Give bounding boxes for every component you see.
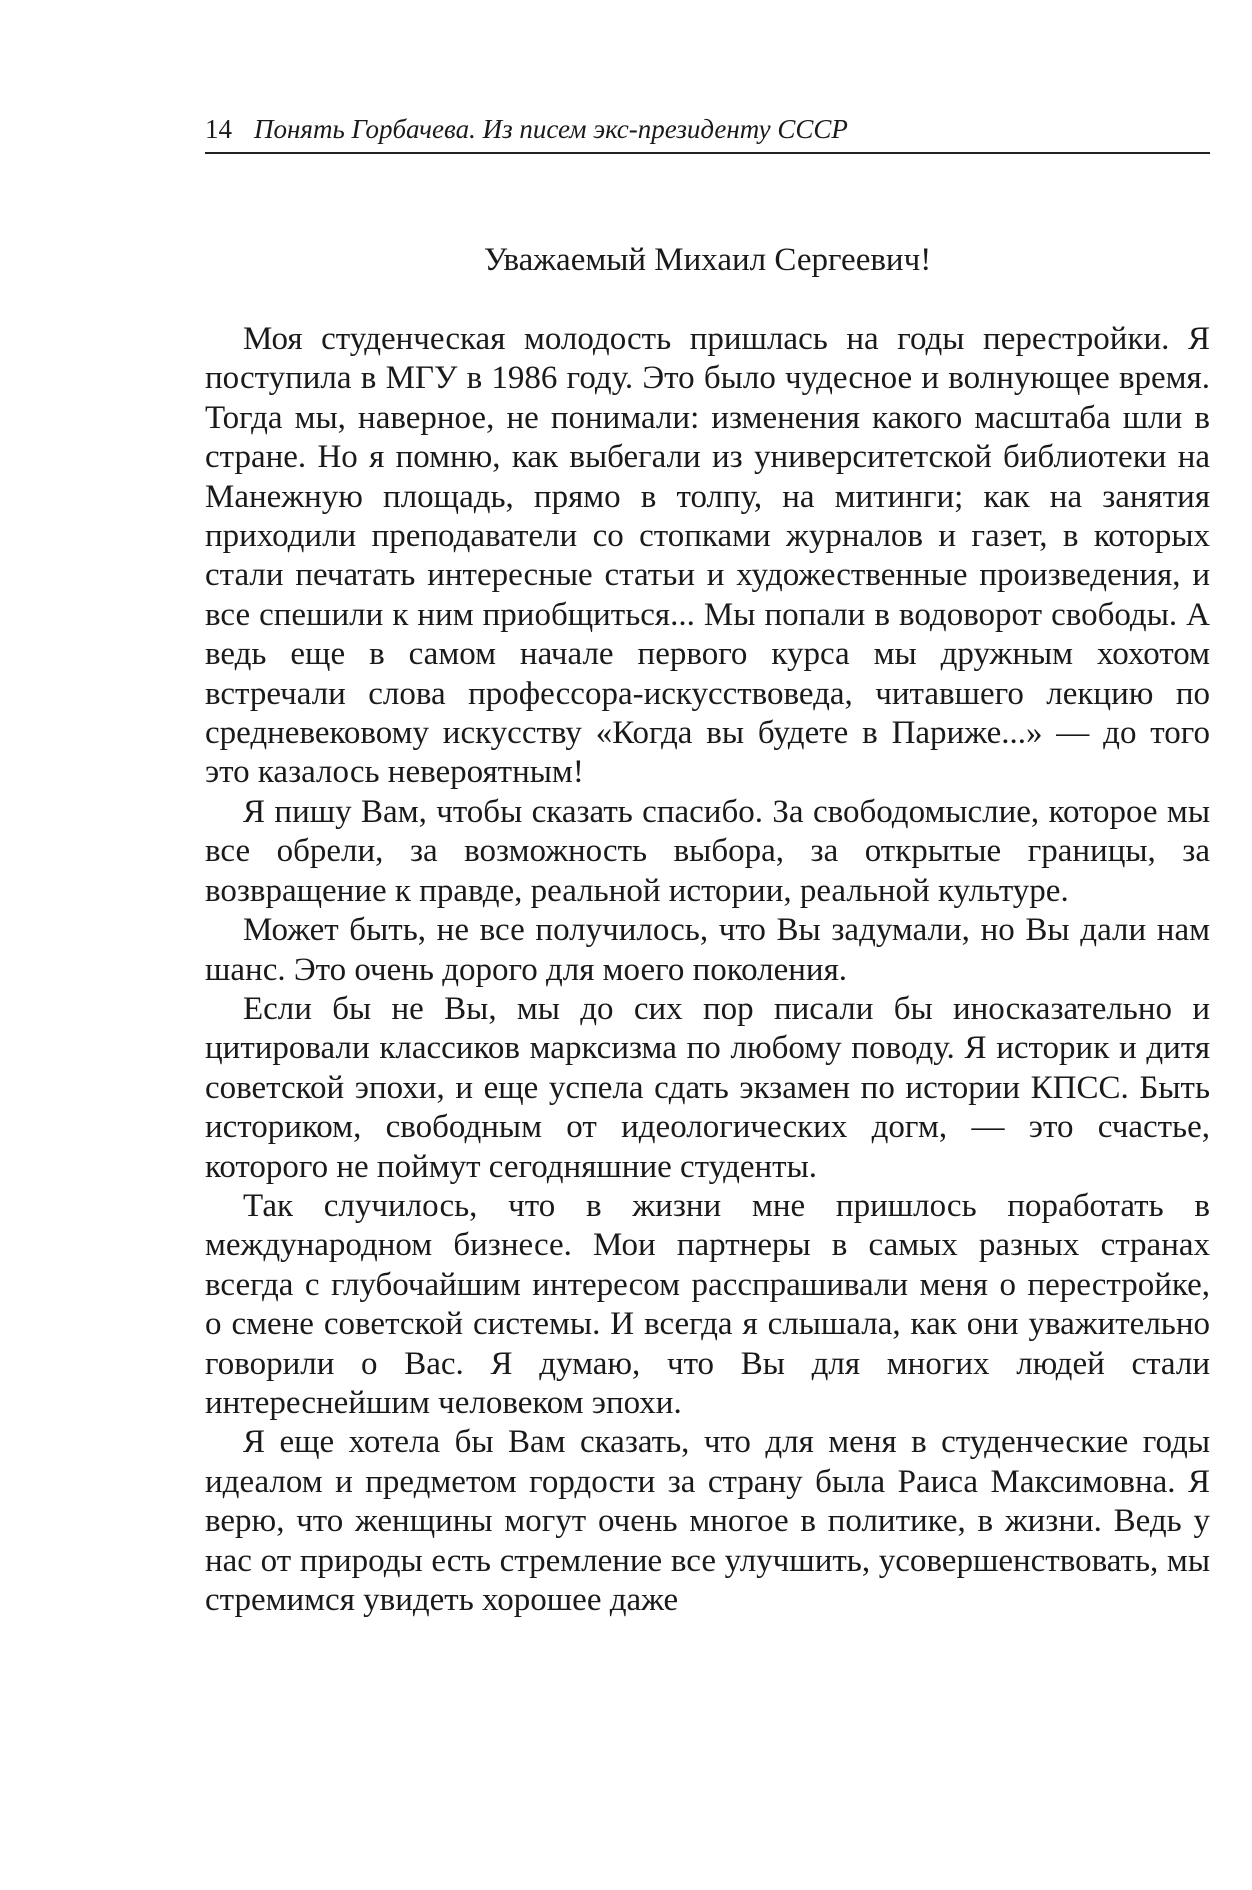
paragraph-3: Может быть, не все получилось, что Вы задумали, но Вы дали нам шанс. Это очень дорого для моего поколения. <box>205 912 1210 988</box>
paragraph-6: Я еще хотела бы Вам сказать, что для меня в студенческие годы идеалом и предметом гордости за страну была Раиса Максимовна. Я верю, что женщины могут очень многое в политике, в жизни. Ведь у нас от природы есть стремление все улучшить, усовершенствовать, мы стремимся увидеть хорошее даже <box>205 1424 1210 1618</box>
paragraph-5: Так случилось, что в жизни мне пришлось поработать в международном бизнесе. Мои партнеры в самых разных странах всегда с глубочайшим интересом расспрашивали меня о перестройке, о смене советской системы. И всегда я слышала, как они уважительно говорили о Вас. Я думаю, что Вы для многих людей стали интереснейшим человеком эпохи. <box>205 1187 1210 1421</box>
letter-body <box>205 320 1210 1620</box>
header-rule <box>205 152 1210 154</box>
paragraph-1: Моя студенческая молодость пришлась на годы перестройки. Я поступила в МГУ в 1986 году. Это было чудесное и волнующее время. Тогда мы, наверное, не понимали: изменения какого масштаба шли в стране. Но я помню, как выбегали из университетской библиотеки на Манежную площадь, прямо в толпу, на митинги; как на занятия приходили преподаватели со стопками журналов и газет, в которых стали печатать интересные статьи и художественные произведения, и все спешили к ним приобщиться... Мы попали в водоворот свободы. А ведь еще в самом начале первого курса мы дружным хохотом встречали слова профессора-искусствоведа, читавшего лекцию по средневековому искусству «Когда вы будете в Париже...» — до того это казалось невероятным! <box>205 321 1210 791</box>
paragraph-2: Я пишу Вам, чтобы сказать спасибо. За свободомыслие, которое мы все обрели, за возможность выбора, за открытые границы, за возвращение к правде, реальной истории, реальной культуре. <box>205 793 1210 909</box>
running-header <box>205 112 1210 146</box>
page-number: 14 <box>205 114 232 144</box>
book-title: Понять Горбачева. Из писем экс-президенту СССР <box>254 114 848 144</box>
letter-salutation: Уважаемый Михаил Сергеевич! <box>483 242 932 278</box>
paragraph-4: Если бы не Вы, мы до сих пор писали бы иносказательно и цитировали классиков марксизма по любому поводу. Я историк и дитя советской эпохи, и еще успела сдать экзамен по истории КПСС. Быть историком, свободным от идеологических догм, — это счастье, которого не поймут сегодняшние студенты. <box>205 990 1210 1185</box>
